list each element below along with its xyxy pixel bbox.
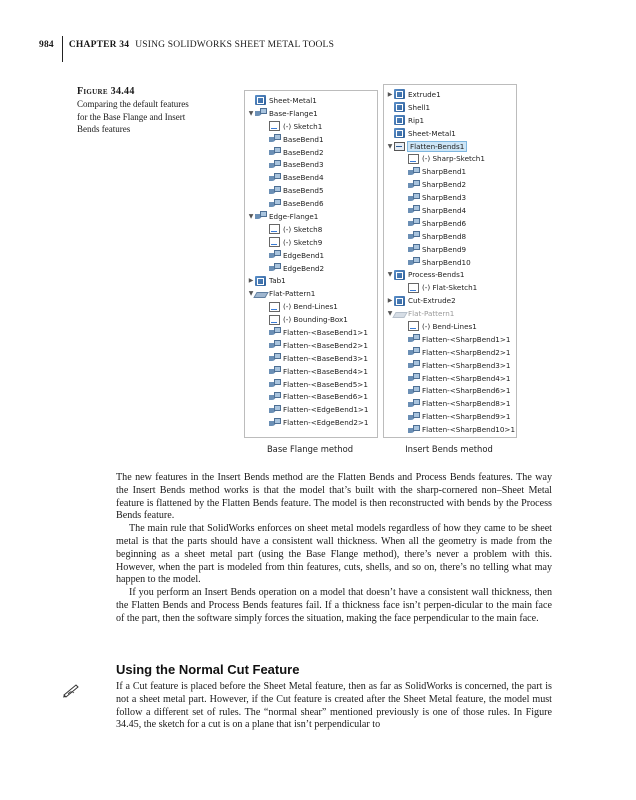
tree-item-label: BaseBend6 [283,199,324,209]
bend-feature-icon [408,334,419,344]
tree-item-label: Flatten-<SharpBend3>1 [422,360,511,370]
right-tree-item[interactable] [384,320,516,333]
right-tree-item[interactable] [384,281,516,294]
right-tree-item[interactable] [384,307,516,320]
bend-feature-icon [269,160,280,170]
feat-feature-icon [394,128,405,138]
right-tree-item[interactable] [384,217,516,230]
expand-down-icon[interactable]: ▼ [248,109,254,117]
left-tree-item[interactable] [245,403,377,416]
left-tree-item[interactable] [245,300,377,313]
left-tree-item[interactable] [245,262,377,275]
section-heading: Using the Normal Cut Feature [116,662,300,677]
tree-item-label: Sheet-Metal1 [269,95,317,105]
bend-feature-icon [408,244,419,254]
bend-feature-icon [269,327,280,337]
right-tree-item[interactable] [384,152,516,165]
tree-item-label: SharpBend1 [422,167,467,177]
tree-item-label: BaseBend2 [283,147,324,157]
body-paragraphs [116,472,552,626]
right-tree-item[interactable] [384,268,516,281]
right-tree-item[interactable] [384,101,516,114]
tree-item-label: Base-Flange1 [269,108,318,118]
header-divider [62,36,63,62]
tree-item-label: Flat-Pattern1 [269,289,316,299]
tree-item-label: (-) Bend-Lines1 [283,302,338,312]
right-tree-item[interactable] [384,88,516,101]
tree-item-label: Flatten-<SharpBend2>1 [422,347,511,357]
tree-item-label: (-) Sketch1 [283,121,323,131]
tree-item-label: SharpBend8 [422,231,467,241]
left-tree-item[interactable] [245,94,377,107]
bend-feature-icon [269,405,280,415]
tree-item-label: Flatten-<BaseBend5>1 [283,379,368,389]
bend-feature-icon [269,379,280,389]
tree-item-label: Tab1 [269,276,286,286]
right-tree-item[interactable] [384,178,516,191]
feat-feature-icon [394,270,405,280]
left-tree-item[interactable] [245,339,377,352]
figure-caption-text: Comparing the default features for the Base Flange and Insert Bends features [77,99,189,135]
tree-item-label: Flatten-<SharpBend8>1 [422,399,511,409]
tree-item-label: (-) Sharp-Sketch1 [422,154,485,164]
left-tree-item[interactable] [245,158,377,171]
chapter-number: CHAPTER 34 [68,40,130,50]
right-tree-item[interactable] [384,410,516,423]
left-tree-item[interactable] [245,146,377,159]
panel-label-insert-bends: Insert Bends method [405,444,493,454]
bend-feature-icon [269,366,280,376]
tree-item-label: Shell1 [408,102,431,112]
sketch-feature-icon [408,154,419,164]
bend-feature-icon [408,167,419,177]
tree-item-label: BaseBend4 [283,173,324,183]
right-tree-item[interactable] [384,191,516,204]
left-tree-item[interactable] [245,210,377,223]
right-tree-item[interactable] [384,127,516,140]
feat-feature-icon [394,296,405,306]
left-tree-item[interactable] [245,416,377,429]
bend-feature-icon [269,199,280,209]
right-tree-item[interactable] [384,256,516,269]
bend-feature-icon [269,263,280,273]
tree-item-label: SharpBend3 [422,193,467,203]
bend-feature-icon [408,193,419,203]
left-tree-item[interactable] [245,378,377,391]
tree-item-label: Flatten-<BaseBend4>1 [283,366,368,376]
tree-item-label: SharpBend9 [422,244,467,254]
sketch-feature-icon [408,283,419,293]
expand-down-icon[interactable]: ▼ [387,142,393,150]
right-tree-item[interactable] [384,333,516,346]
bend-feature-icon [408,425,419,435]
tree-item-label: (-) Sketch9 [283,237,323,247]
right-tree-item[interactable] [384,294,516,307]
flat-pat-feature-icon [394,310,405,318]
bend-feature-icon [408,257,419,267]
paragraph-4: If a Cut feature is placed before the Sheet Metal feature, then as far as SolidWorks is concerned, the part is not a sheet metal part. However, if the Cut feature is created after the Sheet Metal feature, the model must follow a different set of rules. The “normal shear” mentioned previously is one of those rules. In Figure 34.45, the sketch for a cut is on a plane that isn’t perpendicular to [116,681,552,731]
sketch-feature-icon [408,321,419,331]
feature-tree-insert-bends [383,84,517,438]
tree-item-label: (-) Sketch8 [283,224,323,234]
tree-item-label: BaseBend3 [283,160,324,170]
left-tree-item[interactable] [245,274,377,287]
bend-feature-icon [269,147,280,157]
tree-item-label: (-) Bounding-Box1 [283,315,348,325]
bend-feature-icon [408,180,419,190]
left-tree-item[interactable] [245,184,377,197]
bend-feature-icon [408,412,419,422]
bend-feature-icon [408,347,419,357]
right-tree-item[interactable] [384,384,516,397]
bend-feature-icon [269,134,280,144]
sketch-feature-icon [269,224,280,234]
expand-down-icon[interactable]: ▼ [387,271,393,279]
paragraph-1: The new features in the Insert Bends method are the Flatten Bends and Process Bends features. The way the Insert Bends method works is that the model that’s built with the sharp-cornered non–Sheet Metal feature is flattened by the Flatten Bends feature. The model is then reconstructed with bends by the Process Bends feature. [116,472,552,522]
expand-right-icon[interactable]: ▶ [248,277,254,285]
bend-feature-icon [408,218,419,228]
feat-feature-icon [394,89,405,99]
note-pencil-icon [62,680,80,698]
left-tree-item[interactable] [245,313,377,326]
left-tree-item[interactable] [245,326,377,339]
bend-feature-icon [408,231,419,241]
expand-down-icon[interactable]: ▼ [248,212,254,220]
tree-item-label: Flatten-<BaseBend1>1 [283,327,368,337]
body-paragraph-4-block [116,681,552,732]
right-tree-item[interactable] [384,204,516,217]
sketch-feature-icon [269,237,280,247]
tree-item-label: Flatten-<EdgeBend1>1 [283,405,369,415]
tree-item-label: SharpBend10 [422,257,471,267]
feat-feature-icon [394,102,405,112]
left-tree-item[interactable] [245,107,377,120]
tree-item-label: Flatten-Bends1 [410,141,465,151]
tree-item-label: Flatten-<SharpBend4>1 [422,373,511,383]
tree-item-label: Flatten-<SharpBend10>1 [422,425,516,435]
tree-item-label: Sheet-Metal1 [408,128,456,138]
bend-feature-icon [269,340,280,350]
tree-item-label: EdgeBend1 [283,250,325,260]
expand-down-icon[interactable]: ▼ [248,290,254,298]
figure-caption [77,86,192,136]
bend-feature-icon [255,108,266,118]
bend-feature-icon [255,211,266,221]
tree-item-label: Flatten-<BaseBend6>1 [283,392,368,402]
right-tree-item[interactable] [384,372,516,385]
right-tree-item[interactable] [384,114,516,127]
bend-feature-icon [408,360,419,370]
tree-item-label: Process-Bends1 [408,270,465,280]
tree-item-label: SharpBend6 [422,218,467,228]
feature-tree-base-flange [244,90,378,438]
right-tree-item[interactable] [384,359,516,372]
left-tree-item[interactable] [245,171,377,184]
chapter-title: USING SOLIDWORKS SHEET METAL TOOLS [135,40,335,50]
feat-feature-icon [394,115,405,125]
tree-item-label: SharpBend4 [422,205,467,215]
tree-item-label: Rip1 [408,115,425,125]
tree-item-label: Edge-Flange1 [269,211,319,221]
tree-item-label: Flatten-<SharpBend9>1 [422,412,511,422]
right-tree-item[interactable] [384,346,516,359]
expand-right-icon[interactable]: ▶ [387,297,393,305]
page-header [39,37,334,53]
left-tree-item[interactable] [245,236,377,249]
bend-feature-icon [269,392,280,402]
left-tree-item[interactable] [245,120,377,133]
bend-feature-icon [408,386,419,396]
feat-feature-icon [255,276,266,286]
sketch-feature-icon [269,121,280,131]
bend-feature-icon [269,173,280,183]
right-tree-item[interactable] [384,230,516,243]
left-tree-item[interactable] [245,197,377,210]
tree-item-label: (-) Flat-Sketch1 [422,283,478,293]
bend-feature-icon [408,399,419,409]
left-tree-item[interactable] [245,390,377,403]
paragraph-2: The main rule that SolidWorks enforces on sheet metal models regardless of how they came to be sheet metal is that the parts should have a consistent wall thickness. When all the geometry is made from the beginning as a sheet metal part (using the Base Flange method), there’s never a problem with this. However, when the part is modeled from thin features, cuts, shells, and so on, there’s no telling what may happen to the model. [116,523,552,586]
figure-label: Figure 34.44 [77,86,135,97]
tree-item-label: Flatten-<SharpBend1>1 [422,334,511,344]
tree-item-label: Flatten-<SharpBend6>1 [422,386,511,396]
right-tree-item[interactable] [384,140,516,153]
expand-right-icon[interactable]: ▶ [387,90,393,98]
tree-item-label: Flat-Pattern1 [408,309,455,319]
left-tree-item[interactable] [245,133,377,146]
right-tree-item[interactable] [384,165,516,178]
tree-item-label: (-) Bend-Lines1 [422,321,477,331]
bend-feature-icon [269,418,280,428]
tree-item-label: BaseBend5 [283,186,324,196]
flat-pat-feature-icon [255,290,266,298]
tree-item-label: Flatten-<EdgeBend2>1 [283,418,369,428]
tree-item-label: Flatten-<BaseBend3>1 [283,353,368,363]
bend-feature-icon [269,186,280,196]
left-tree-item[interactable] [245,352,377,365]
left-tree-item[interactable] [245,365,377,378]
right-tree-item[interactable] [384,397,516,410]
bend-feature-icon [408,373,419,383]
tree-item-label: EdgeBend2 [283,263,325,273]
bend-feature-icon [269,250,280,260]
tree-item-label: Extrude1 [408,89,441,99]
tree-item-label: Cut-Extrude2 [408,296,456,306]
left-tree-item[interactable] [245,287,377,300]
tree-item-label: Flatten-<BaseBend2>1 [283,340,368,350]
bend-feature-icon [408,205,419,215]
expand-down-icon[interactable]: ▼ [387,310,393,318]
bend-feature-icon [269,353,280,363]
tree-item-label: BaseBend1 [283,134,324,144]
flatten-feature-icon [394,142,405,151]
page-number: 984 [39,40,54,50]
paragraph-3: If you perform an Insert Bends operation on a model that doesn’t have a consistent wall thickness, then the Flatten Bends and Process Bends features fail. If a thickness face isn’t perpen-dicular to the main face of the part, then the software simply forces the situation, making the face perpendicular to the main face. [116,587,552,624]
feat-feature-icon [255,95,266,105]
sketch-feature-icon [269,315,280,325]
tree-item-label: SharpBend2 [422,180,467,190]
sketch-feature-icon [269,302,280,312]
left-tree-item[interactable] [245,223,377,236]
left-tree-item[interactable] [245,249,377,262]
right-tree-item[interactable] [384,423,516,436]
right-tree-item[interactable] [384,243,516,256]
panel-label-base-flange: Base Flange method [266,444,354,454]
